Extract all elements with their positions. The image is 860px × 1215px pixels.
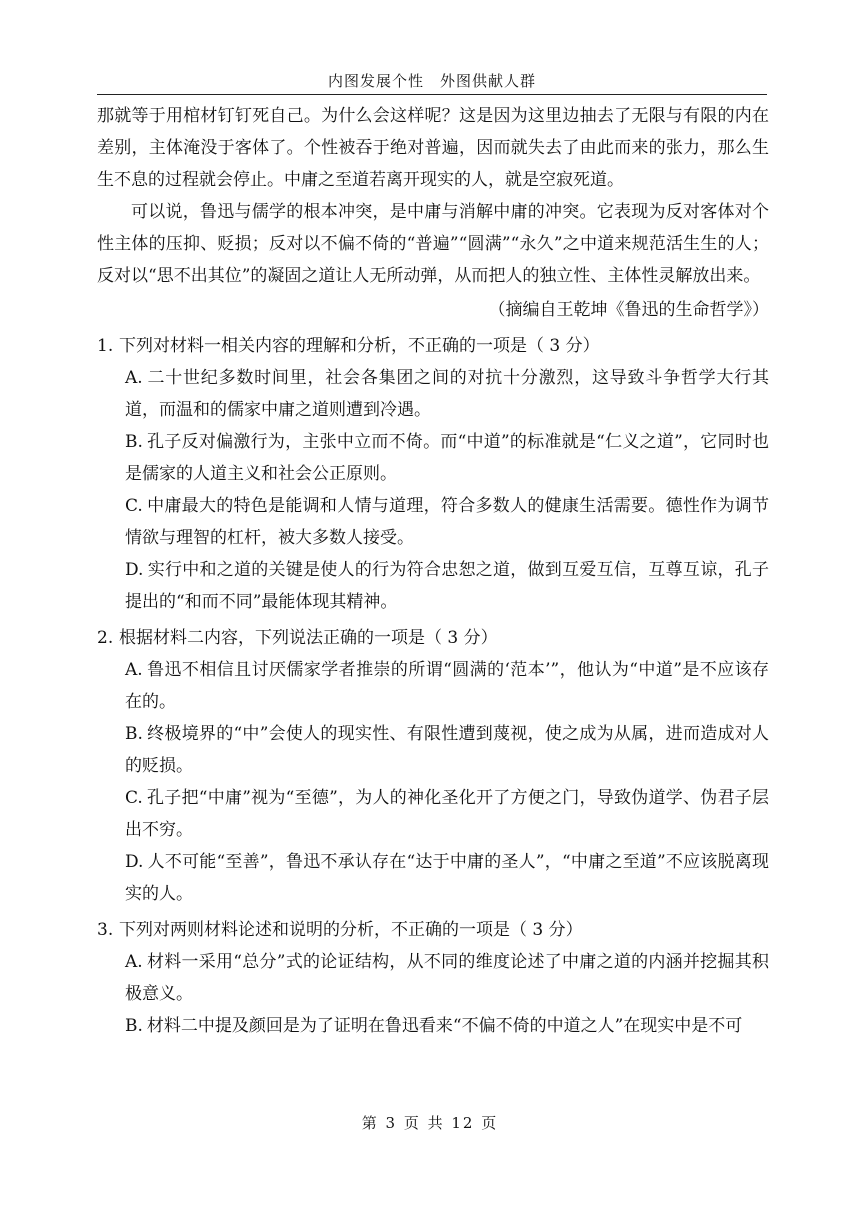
option-text: 孔子反对偏激行为，主张中立而不倚。而“中道”的标准就是“仁义之道”，它同时也是儒家的人道主义和社会公正原则。 [125, 432, 769, 484]
option-letter: D. [125, 560, 144, 580]
question-3 [97, 914, 769, 1042]
question-1-option-c [125, 490, 769, 554]
option-text: 实行中和之道的关键是使人的行为符合忠恕之道，做到互爱互信，互尊互谅，孔子提出的“和而不同”最能体现其精神。 [125, 560, 769, 612]
question-2-stem: 根据材料二内容，下列说法正确的一项是（ 3 分） [119, 628, 498, 648]
page-footer: 第 3 页 共 12 页 [361, 1114, 499, 1132]
question-2-option-c [125, 782, 769, 846]
question-3-option-b [125, 1010, 769, 1042]
passage-attribution: （摘编自王乾坤《鲁迅的生命哲学》） [488, 300, 769, 320]
option-letter: B. [125, 1016, 143, 1036]
header-divider [97, 94, 767, 95]
option-letter: C. [125, 496, 143, 516]
passage-paragraph-1: 那就等于用棺材钉钉死自己。为什么会这样呢？这是因为这里边抽去了无限与有限的内在差别，主体淹没于客体了。个性被吞于绝对普遍，因而就失去了由此而来的张力，那么生生不息的过程就会停止。中庸之至道若离开现实的人，就是空寂死道。 [97, 106, 769, 190]
option-text: 鲁迅不相信且讨厌儒家学者推崇的所谓“圆满的‘范本’”，他认为“中道”是不应该存在的。 [125, 660, 769, 712]
question-1-number: 1. [97, 336, 114, 356]
question-1-option-d [125, 554, 769, 618]
option-letter: B. [125, 432, 143, 452]
question-3-option-a [125, 946, 769, 1010]
option-text: 材料一采用“总分”式的论证结构，从不同的维度论述了中庸之道的内涵并挖掘其积极意义。 [125, 952, 769, 1004]
option-text: 材料二中提及颜回是为了证明在鲁迅看来“不偏不倚的中道之人”在现实中是不可 [146, 1016, 743, 1036]
option-letter: C. [125, 788, 143, 808]
option-letter: A. [125, 952, 143, 972]
option-letter: B. [125, 724, 143, 744]
option-letter: D. [125, 852, 144, 872]
option-text: 中庸最大的特色是能调和人情与道理，符合多数人的健康生活需要。德性作为调节情欲与理智的杠杆，被大多数人接受。 [125, 496, 769, 548]
option-text: 终极境界的“中”会使人的现实性、有限性遭到蔑视，使之成为从属，进而造成对人的贬损。 [125, 724, 769, 776]
question-3-stem: 下列对两则材料论述和说明的分析，不正确的一项是（ 3 分） [119, 920, 583, 940]
question-1-option-b [125, 426, 769, 490]
question-2 [97, 622, 769, 910]
question-3-number: 3. [97, 920, 114, 940]
passage-paragraph-2: 可以说，鲁迅与儒学的根本冲突，是中庸与消解中庸的冲突。它表现为反对客体对个性主体的压抑、贬损；反对以不偏不倚的“普遍”“圆满”“永久”之中道来规范活生生的人；反对以“思不出其位”的凝固之道让人无所动弹，从而把人的独立性、主体性灵解放出来。 [97, 202, 769, 286]
option-letter: A. [125, 660, 143, 680]
question-1 [97, 330, 769, 618]
page-content [97, 100, 769, 1042]
question-2-option-b [125, 718, 769, 782]
option-letter: A. [125, 368, 143, 388]
question-1-option-a [125, 362, 769, 426]
question-2-option-d [125, 846, 769, 910]
page-header: 内图发展个性 外图供献人群 [327, 72, 536, 90]
question-2-number: 2. [97, 628, 114, 648]
option-text: 人不可能“至善”，鲁迅不承认存在“达于中庸的圣人”，“中庸之至道”不应该脱离现实的人。 [125, 852, 769, 904]
question-1-stem: 下列对材料一相关内容的理解和分析，不正确的一项是（ 3 分） [119, 336, 600, 356]
option-text: 二十世纪多数时间里，社会各集团之间的对抗十分激烈，这导致斗争哲学大行其道，而温和的儒家中庸之道则遭到冷遇。 [125, 368, 769, 420]
option-text: 孔子把“中庸”视为“至德”，为人的神化圣化开了方便之门，导致伪道学、伪君子层出不穷。 [125, 788, 769, 840]
question-2-option-a [125, 654, 769, 718]
